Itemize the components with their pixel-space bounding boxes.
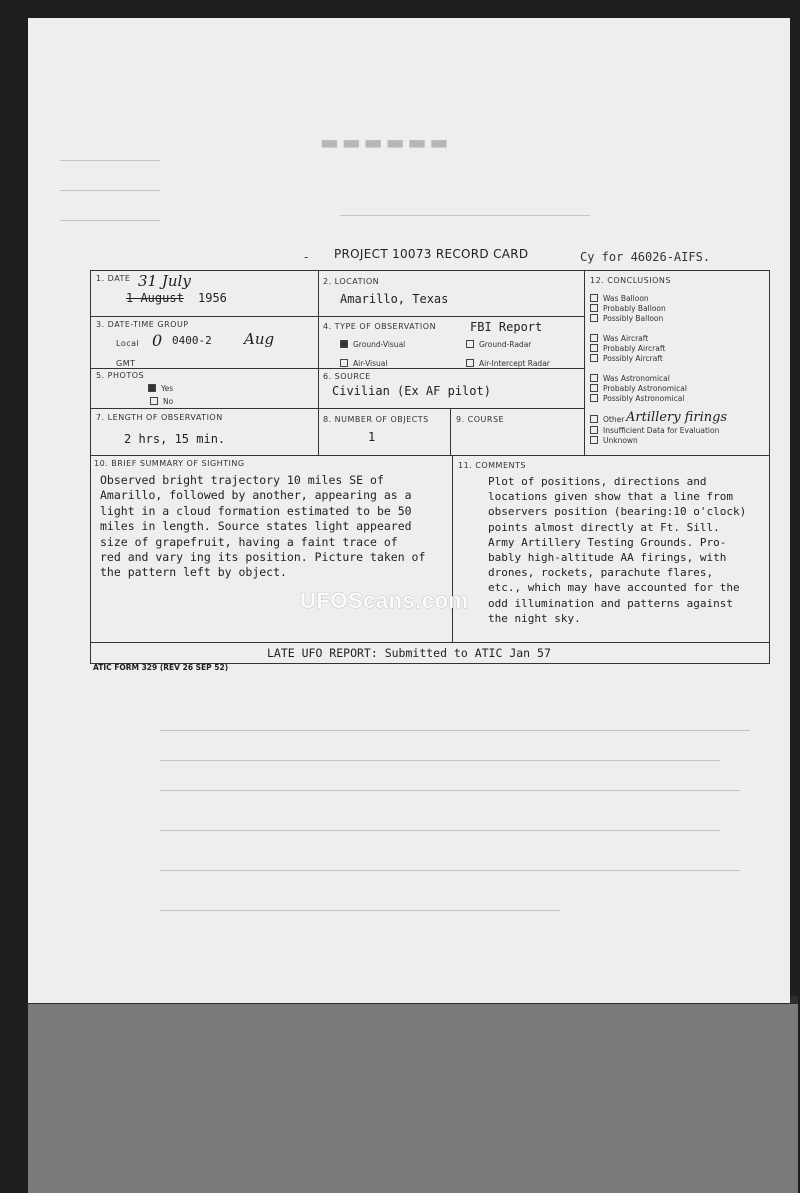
checkbox — [150, 397, 158, 405]
checkbox — [590, 344, 598, 352]
objects-label: 8. NUMBER OF OBJECTS — [323, 415, 429, 424]
bleed-through-line — [60, 190, 160, 191]
dtg-local-label: Local — [116, 339, 140, 348]
conclusion-insufficient-data: Insufficient Data for Evaluation — [590, 426, 719, 435]
bleed-through-line — [160, 870, 740, 871]
conclusion-possibly-balloon: Possibly Balloon — [590, 314, 663, 323]
option-air-intercept-radar: Air-Intercept Radar — [466, 359, 550, 368]
conclusion-probably-aircraft: Probably Aircraft — [590, 344, 665, 353]
option-ground-radar: Ground-Radar — [466, 340, 531, 349]
course-label: 9. COURSE — [456, 415, 505, 424]
photos-no: No — [150, 397, 173, 406]
source-label: 6. SOURCE — [323, 372, 371, 381]
bleed-through-line — [160, 730, 750, 731]
copy-note: Cy for 46026-AIFS. — [580, 250, 711, 264]
dtg-local-value: 0400-2 — [172, 334, 212, 347]
comments-line: Plot of positions, directions and — [488, 475, 707, 488]
summary-line: size of grapefruit, having a faint trace of — [100, 534, 398, 549]
late-report-note: LATE UFO REPORT: Submitted to ATIC Jan 57 — [267, 646, 551, 660]
checkbox — [340, 359, 348, 367]
summary-label: 10. BRIEF SUMMARY OF SIGHTING — [94, 459, 245, 468]
conclusion-unknown: Unknown — [590, 436, 638, 445]
length-value: 2 hrs, 15 min. — [124, 432, 226, 446]
checkbox — [466, 359, 474, 367]
conclusion-possibly-aircraft: Possibly Aircraft — [590, 354, 663, 363]
comments-line: observers position (bearing:10 o'clock) — [488, 505, 747, 519]
conclusion-probably-balloon: Probably Balloon — [590, 304, 666, 313]
rule — [450, 408, 451, 455]
comments-line: etc., which may have accounted for the — [488, 581, 740, 595]
rule — [90, 455, 769, 456]
checkbox — [590, 294, 598, 302]
bleed-through-line — [340, 215, 590, 216]
length-label: 7. LENGTH OF OBSERVATION — [96, 413, 223, 422]
comments-text — [488, 474, 768, 626]
summary-line: red and vary ing its position. Picture taken of — [100, 550, 426, 565]
bleed-through-heading: ▬▬▬▬▬▬ — [320, 130, 452, 154]
source-value: Civilian (Ex AF pilot) — [332, 384, 491, 398]
checkbox — [590, 334, 598, 342]
observation-type-typed: FBI Report — [470, 320, 543, 334]
conclusion-possibly-astronomical: Possibly Astronomical — [590, 394, 684, 403]
bleed-through-line — [160, 910, 560, 911]
checkbox-checked — [148, 384, 156, 392]
bleed-through-line — [160, 790, 740, 791]
bleed-through-line — [160, 830, 720, 831]
summary-line: the pattern left by object. — [100, 565, 287, 580]
bleed-through-line — [60, 220, 160, 221]
conclusion-other-handwritten: Artillery firings — [626, 410, 728, 425]
checkbox — [590, 374, 598, 382]
date-year: 1956 — [198, 291, 227, 305]
title-dash: - — [304, 250, 309, 264]
form-number: ATIC FORM 329 (REV 26 SEP 52) — [93, 663, 229, 672]
conclusion-probably-astronomical: Probably Astronomical — [590, 384, 687, 393]
summary-line: miles in length. Source states light appeared — [100, 519, 412, 534]
comments-line: odd illumination and patterns against — [488, 596, 734, 610]
bleed-through-line — [160, 760, 720, 761]
option-air-visual: Air-Visual — [340, 359, 387, 368]
photos-yes: Yes — [148, 384, 173, 393]
summary-line: light in a cloud formation estimated to be 50 — [100, 503, 412, 518]
rule — [90, 316, 584, 317]
background-document-edge — [28, 1000, 798, 1193]
comments-line: the night sky. — [488, 611, 581, 625]
date-label: 1. DATE — [96, 274, 131, 283]
conclusion-was-balloon: Was Balloon — [590, 294, 649, 303]
rule — [90, 368, 584, 369]
comments-label: 11. COMMENTS — [458, 461, 526, 470]
comments-line: drones, rockets, parachute flares, — [488, 566, 714, 580]
watermark: UFOScans.com — [300, 588, 469, 613]
dtg-label: 3. DATE-TIME GROUP — [96, 320, 189, 329]
location-value: Amarillo, Texas — [340, 292, 449, 306]
photos-label: 5. PHOTOS — [96, 371, 145, 380]
observation-type-label: 4. TYPE OF OBSERVATION — [323, 322, 437, 331]
rule — [90, 408, 584, 409]
conclusion-other: Other — [590, 415, 624, 424]
summary-text — [100, 473, 452, 581]
bleed-through-line — [60, 160, 160, 161]
checkbox — [590, 436, 598, 444]
checkbox — [590, 394, 598, 402]
date-handwritten: 31 July — [138, 272, 191, 290]
option-ground-visual: Ground-Visual — [340, 340, 405, 349]
location-label: 2. LOCATION — [323, 277, 380, 286]
rule — [318, 270, 319, 456]
dtg-local-hand: 0 — [152, 331, 163, 350]
rule — [584, 270, 585, 456]
checkbox — [590, 304, 598, 312]
conclusions-label: 12. CONCLUSIONS — [590, 276, 671, 285]
comments-line: locations given show that a line from — [488, 490, 734, 504]
rule — [90, 642, 769, 643]
dtg-aug-hand: Aug — [244, 330, 275, 348]
checkbox — [590, 426, 598, 434]
date-struck: 1 August — [126, 291, 184, 305]
summary-line: Observed bright trajectory 10 miles SE of — [100, 473, 384, 487]
checkbox — [466, 340, 474, 348]
objects-value: 1 — [368, 430, 376, 444]
dtg-gmt-label: GMT — [116, 359, 136, 368]
card-title: PROJECT 10073 RECORD CARD — [334, 247, 529, 261]
conclusion-was-aircraft: Was Aircraft — [590, 334, 648, 343]
checkbox-checked — [340, 340, 348, 348]
checkbox — [590, 314, 598, 322]
comments-line: points almost directly at Ft. Sill. — [488, 520, 720, 534]
summary-line: Amarillo, followed by another, appearing as a — [100, 488, 412, 503]
comments-line: bably high-altitude AA firings, with — [488, 551, 727, 565]
checkbox — [590, 415, 598, 423]
checkbox — [590, 384, 598, 392]
conclusion-was-astronomical: Was Astronomical — [590, 374, 670, 383]
checkbox — [590, 354, 598, 362]
comments-line: Army Artillery Testing Grounds. Pro- — [488, 535, 727, 549]
